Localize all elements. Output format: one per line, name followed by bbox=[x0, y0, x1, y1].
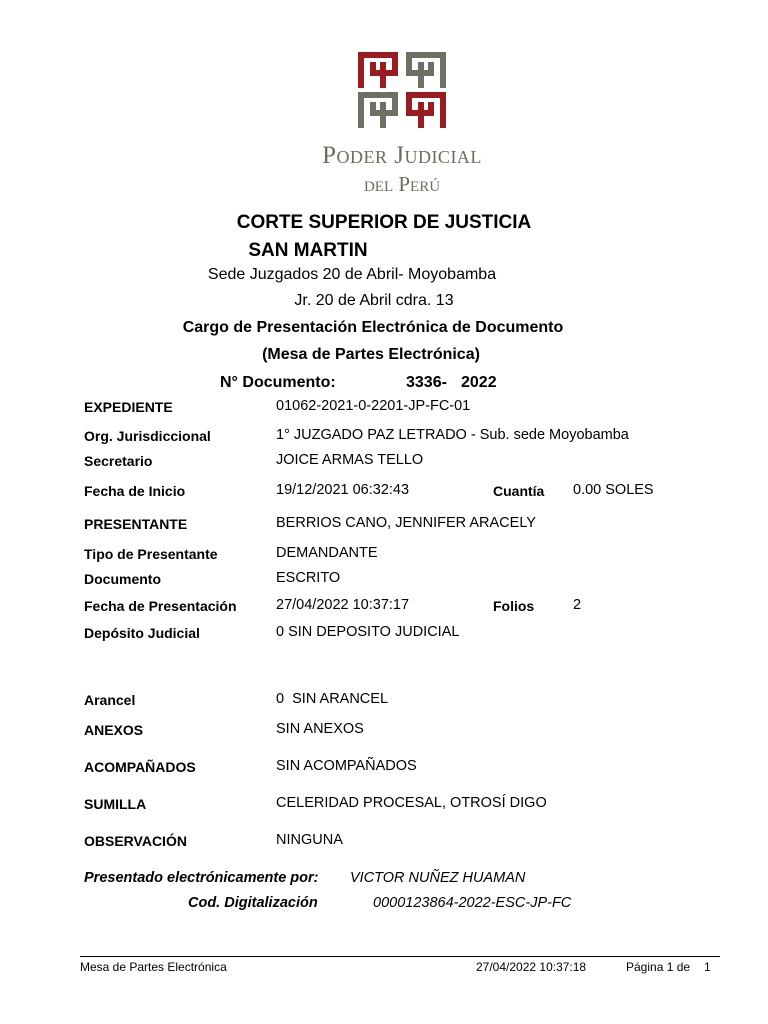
folios-label: Folios bbox=[493, 598, 535, 614]
cod-digitalizacion-label: Cod. Digitalización bbox=[188, 895, 318, 911]
brand-line-2 bbox=[0, 172, 768, 197]
deposito-value: 0 SIN DEPOSITO JUDICIAL bbox=[276, 624, 460, 640]
sumilla-value: CELERIDAD PROCESAL, OTROSÍ DIGO bbox=[276, 795, 547, 811]
acompanados-label: ACOMPAÑADOS bbox=[84, 759, 196, 775]
expediente-value: 01062-2021-0-2201-JP-FC-01 bbox=[276, 398, 471, 414]
document-subtitle: (Mesa de Partes Electrónica) bbox=[262, 346, 480, 363]
address: Jr. 20 de Abril cdra. 13 bbox=[294, 292, 454, 309]
acompanados-value: SIN ACOMPAÑADOS bbox=[276, 758, 417, 774]
fecha-presentacion-label: Fecha de Presentación bbox=[84, 598, 237, 614]
logo-block-top-left bbox=[358, 52, 398, 88]
footer-left: Mesa de Partes Electrónica bbox=[80, 960, 227, 974]
footer-page-label: Página 1 de bbox=[626, 960, 691, 974]
court-name: CORTE SUPERIOR DE JUSTICIA bbox=[236, 212, 532, 233]
arancel-label: Arancel bbox=[84, 692, 136, 708]
footer-divider bbox=[80, 956, 720, 957]
observacion-value: NINGUNA bbox=[276, 832, 343, 848]
anexos-label: ANEXOS bbox=[84, 722, 144, 738]
anexos-value: SIN ANEXOS bbox=[276, 721, 364, 737]
presentante-value: BERRIOS CANO, JENNIFER ARACELY bbox=[276, 515, 536, 531]
doc-number: 3336- bbox=[406, 374, 447, 391]
footer-page-total: 1 bbox=[704, 960, 711, 974]
tipo-presentante-value: DEMANDANTE bbox=[276, 545, 378, 561]
expediente-label: EXPEDIENTE bbox=[84, 399, 173, 415]
observacion-label: OBSERVACIÓN bbox=[84, 833, 187, 849]
presentante-label: PRESENTANTE bbox=[84, 516, 188, 532]
court-district: SAN MARTIN bbox=[248, 240, 368, 261]
documento-label: Documento bbox=[84, 571, 161, 587]
tipo-presentante-label: Tipo de Presentante bbox=[84, 546, 218, 562]
brand-line-1 bbox=[0, 142, 768, 170]
logo-block-top-right bbox=[406, 52, 446, 88]
org-value: 1° JUZGADO PAZ LETRADO - Sub. sede Moyobamba bbox=[276, 427, 629, 443]
doc-year: 2022 bbox=[461, 374, 497, 391]
arancel-value: 0 SIN ARANCEL bbox=[276, 691, 389, 707]
cuantia-value: 0.00 SOLES bbox=[573, 482, 654, 498]
logo-block-bottom-right bbox=[406, 92, 446, 128]
poder-judicial-logo bbox=[356, 50, 448, 130]
brand-name: Poder Judicial bbox=[322, 142, 482, 169]
cuantia-label: Cuantía bbox=[493, 483, 545, 499]
documento-value: ESCRITO bbox=[276, 570, 341, 586]
sede: Sede Juzgados 20 de Abril- Moyobamba bbox=[207, 266, 497, 283]
presented-by-label: Presentado electrónicamente por: bbox=[84, 870, 319, 886]
folios-value: 2 bbox=[573, 597, 582, 613]
fecha-inicio-value: 19/12/2021 06:32:43 bbox=[276, 482, 410, 498]
presented-by-value: VICTOR NUÑEZ HUAMAN bbox=[350, 870, 526, 886]
fecha-presentacion-value: 27/04/2022 10:37:17 bbox=[276, 597, 410, 613]
org-label: Org. Jurisdiccional bbox=[84, 428, 211, 444]
secretario-value: JOICE ARMAS TELLO bbox=[276, 452, 424, 468]
sumilla-label: SUMILLA bbox=[84, 796, 147, 812]
brand-country: del Perú bbox=[363, 172, 441, 196]
secretario-label: Secretario bbox=[84, 453, 153, 469]
deposito-label: Depósito Judicial bbox=[84, 625, 200, 641]
fecha-inicio-label: Fecha de Inicio bbox=[84, 483, 186, 499]
cod-digitalizacion-value: 0000123864-2022-ESC-JP-FC bbox=[373, 895, 572, 911]
logo-block-bottom-left bbox=[358, 92, 398, 128]
doc-number-label: N° Documento: bbox=[220, 374, 336, 391]
document-title: Cargo de Presentación Electrónica de Documento bbox=[182, 319, 564, 336]
footer-datetime: 27/04/2022 10:37:18 bbox=[476, 960, 587, 974]
